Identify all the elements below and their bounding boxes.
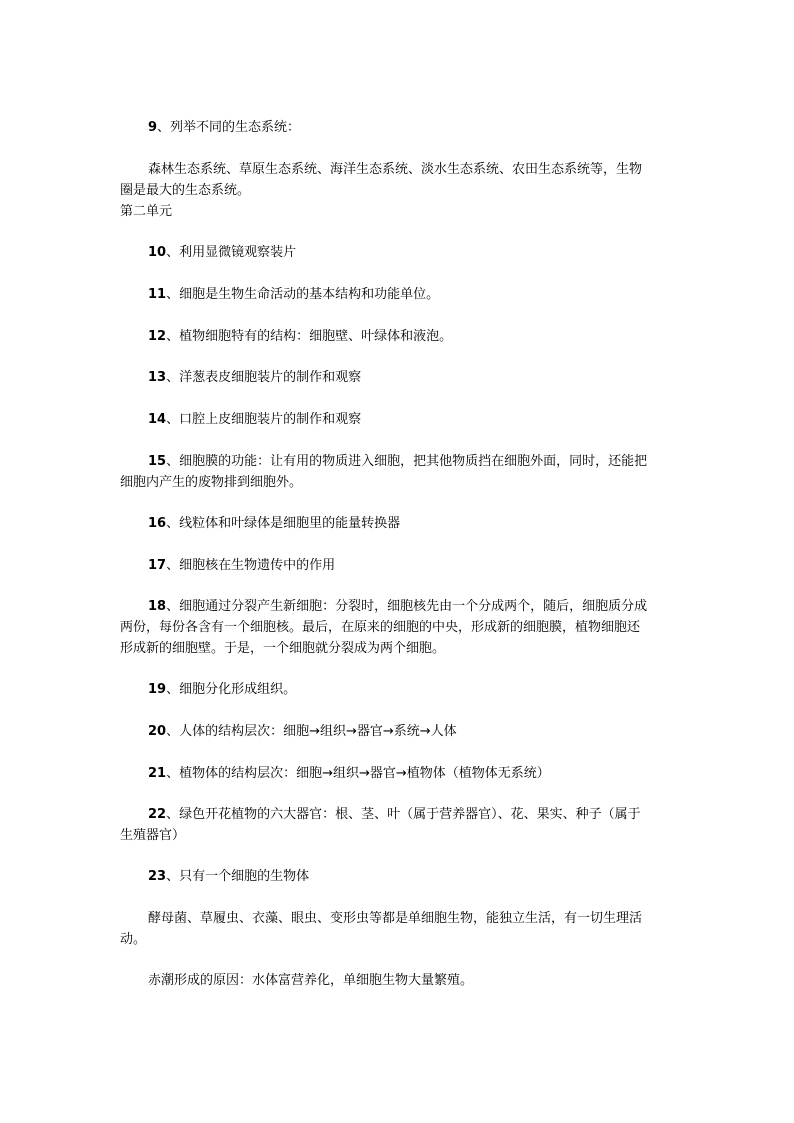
item-text: 、细胞通过分裂产生新细胞：分裂时，细胞核先由一个分成两个，随后，细胞质分成: [166, 599, 648, 614]
item-number: 16: [148, 516, 167, 531]
item-18: [148, 597, 647, 617]
item-number: 17: [148, 558, 167, 573]
paragraph-line: 动。: [120, 932, 147, 947]
section-heading: 第二单元: [120, 204, 173, 219]
item-text: 、细胞核在生物遗传中的作用: [166, 558, 336, 573]
item-number: 9: [148, 120, 158, 135]
item-number: 14: [148, 412, 167, 427]
item-text: 、人体的结构层次：细胞→组织→器官→系统→人体: [166, 724, 457, 739]
paragraph-line: 细胞内产生的废物排到细胞外。: [120, 475, 303, 490]
item-number: 11: [148, 287, 167, 302]
item-number: 12: [148, 329, 167, 344]
item-20: [148, 722, 457, 742]
paragraph-line: 圈是最大的生态系统。: [120, 183, 251, 198]
item-number: 21: [148, 766, 167, 781]
item-text: 、口腔上皮细胞装片的制作和观察: [166, 412, 362, 427]
item-text: 、细胞是生物生命活动的基本结构和功能单位。: [166, 287, 440, 302]
paragraph-line: 形成新的细胞壁。于是，一个细胞就分裂成为两个细胞。: [120, 641, 446, 656]
item-text: 、列举不同的生态系统：: [157, 120, 301, 135]
item-15: [148, 452, 647, 472]
item-text: 、绿色开花植物的六大器官：根、茎、叶（属于营养器官）、花、果实、种子（属于: [166, 807, 641, 822]
item-13: [148, 368, 361, 388]
item-9: [148, 118, 300, 138]
item-text: 、利用显微镜观察装片: [166, 245, 297, 260]
paragraph-line: 生殖器官）: [120, 828, 186, 843]
item-17: [148, 556, 335, 576]
item-number: 20: [148, 724, 167, 739]
item-text: 、只有一个细胞的生物体: [166, 869, 310, 884]
item-number: 23: [148, 869, 167, 884]
item-number: 10: [148, 245, 167, 260]
item-text: 、洋葱表皮细胞装片的制作和观察: [166, 370, 362, 385]
item-text: 、线粒体和叶绿体是细胞里的能量转换器: [166, 516, 401, 531]
item-text: 、植物体的结构层次：细胞→组织→器官→植物体（植物体无系统）: [166, 766, 550, 781]
item-14: [148, 410, 361, 430]
item-16: [148, 514, 400, 534]
item-10: [148, 243, 296, 263]
item-number: 18: [148, 599, 167, 614]
item-text: 、植物细胞特有的结构：细胞壁、叶绿体和液泡。: [166, 329, 453, 344]
paragraph-line: 两份，每份各含有一个细胞核。最后，在原来的细胞的中央，形成新的细胞膜，植物细胞还: [120, 620, 641, 635]
paragraph-line: 赤潮形成的原因：水体富营养化，单细胞生物大量繁殖。: [148, 973, 474, 988]
item-19: [148, 680, 296, 700]
item-number: 19: [148, 682, 167, 697]
paragraph-line: 酵母菌、草履虫、衣藻、眼虫、变形虫等都是单细胞生物，能独立生活，有一切生理活: [148, 911, 643, 926]
item-11: [148, 285, 439, 305]
item-21: [148, 764, 550, 784]
item-text: 、细胞分化形成组织。: [166, 682, 297, 697]
item-22: [148, 805, 641, 825]
paragraph-line: 森林生态系统、草原生态系统、海洋生态系统、淡水生态系统、农田生态系统等，生物: [148, 162, 643, 177]
item-number: 22: [148, 807, 167, 822]
item-text: 、细胞膜的功能：让有用的物质进入细胞，把其他物质挡在细胞外面，同时，还能把: [166, 454, 648, 469]
item-number: 13: [148, 370, 167, 385]
item-number: 15: [148, 454, 167, 469]
item-12: [148, 327, 452, 347]
item-23: [148, 867, 309, 887]
